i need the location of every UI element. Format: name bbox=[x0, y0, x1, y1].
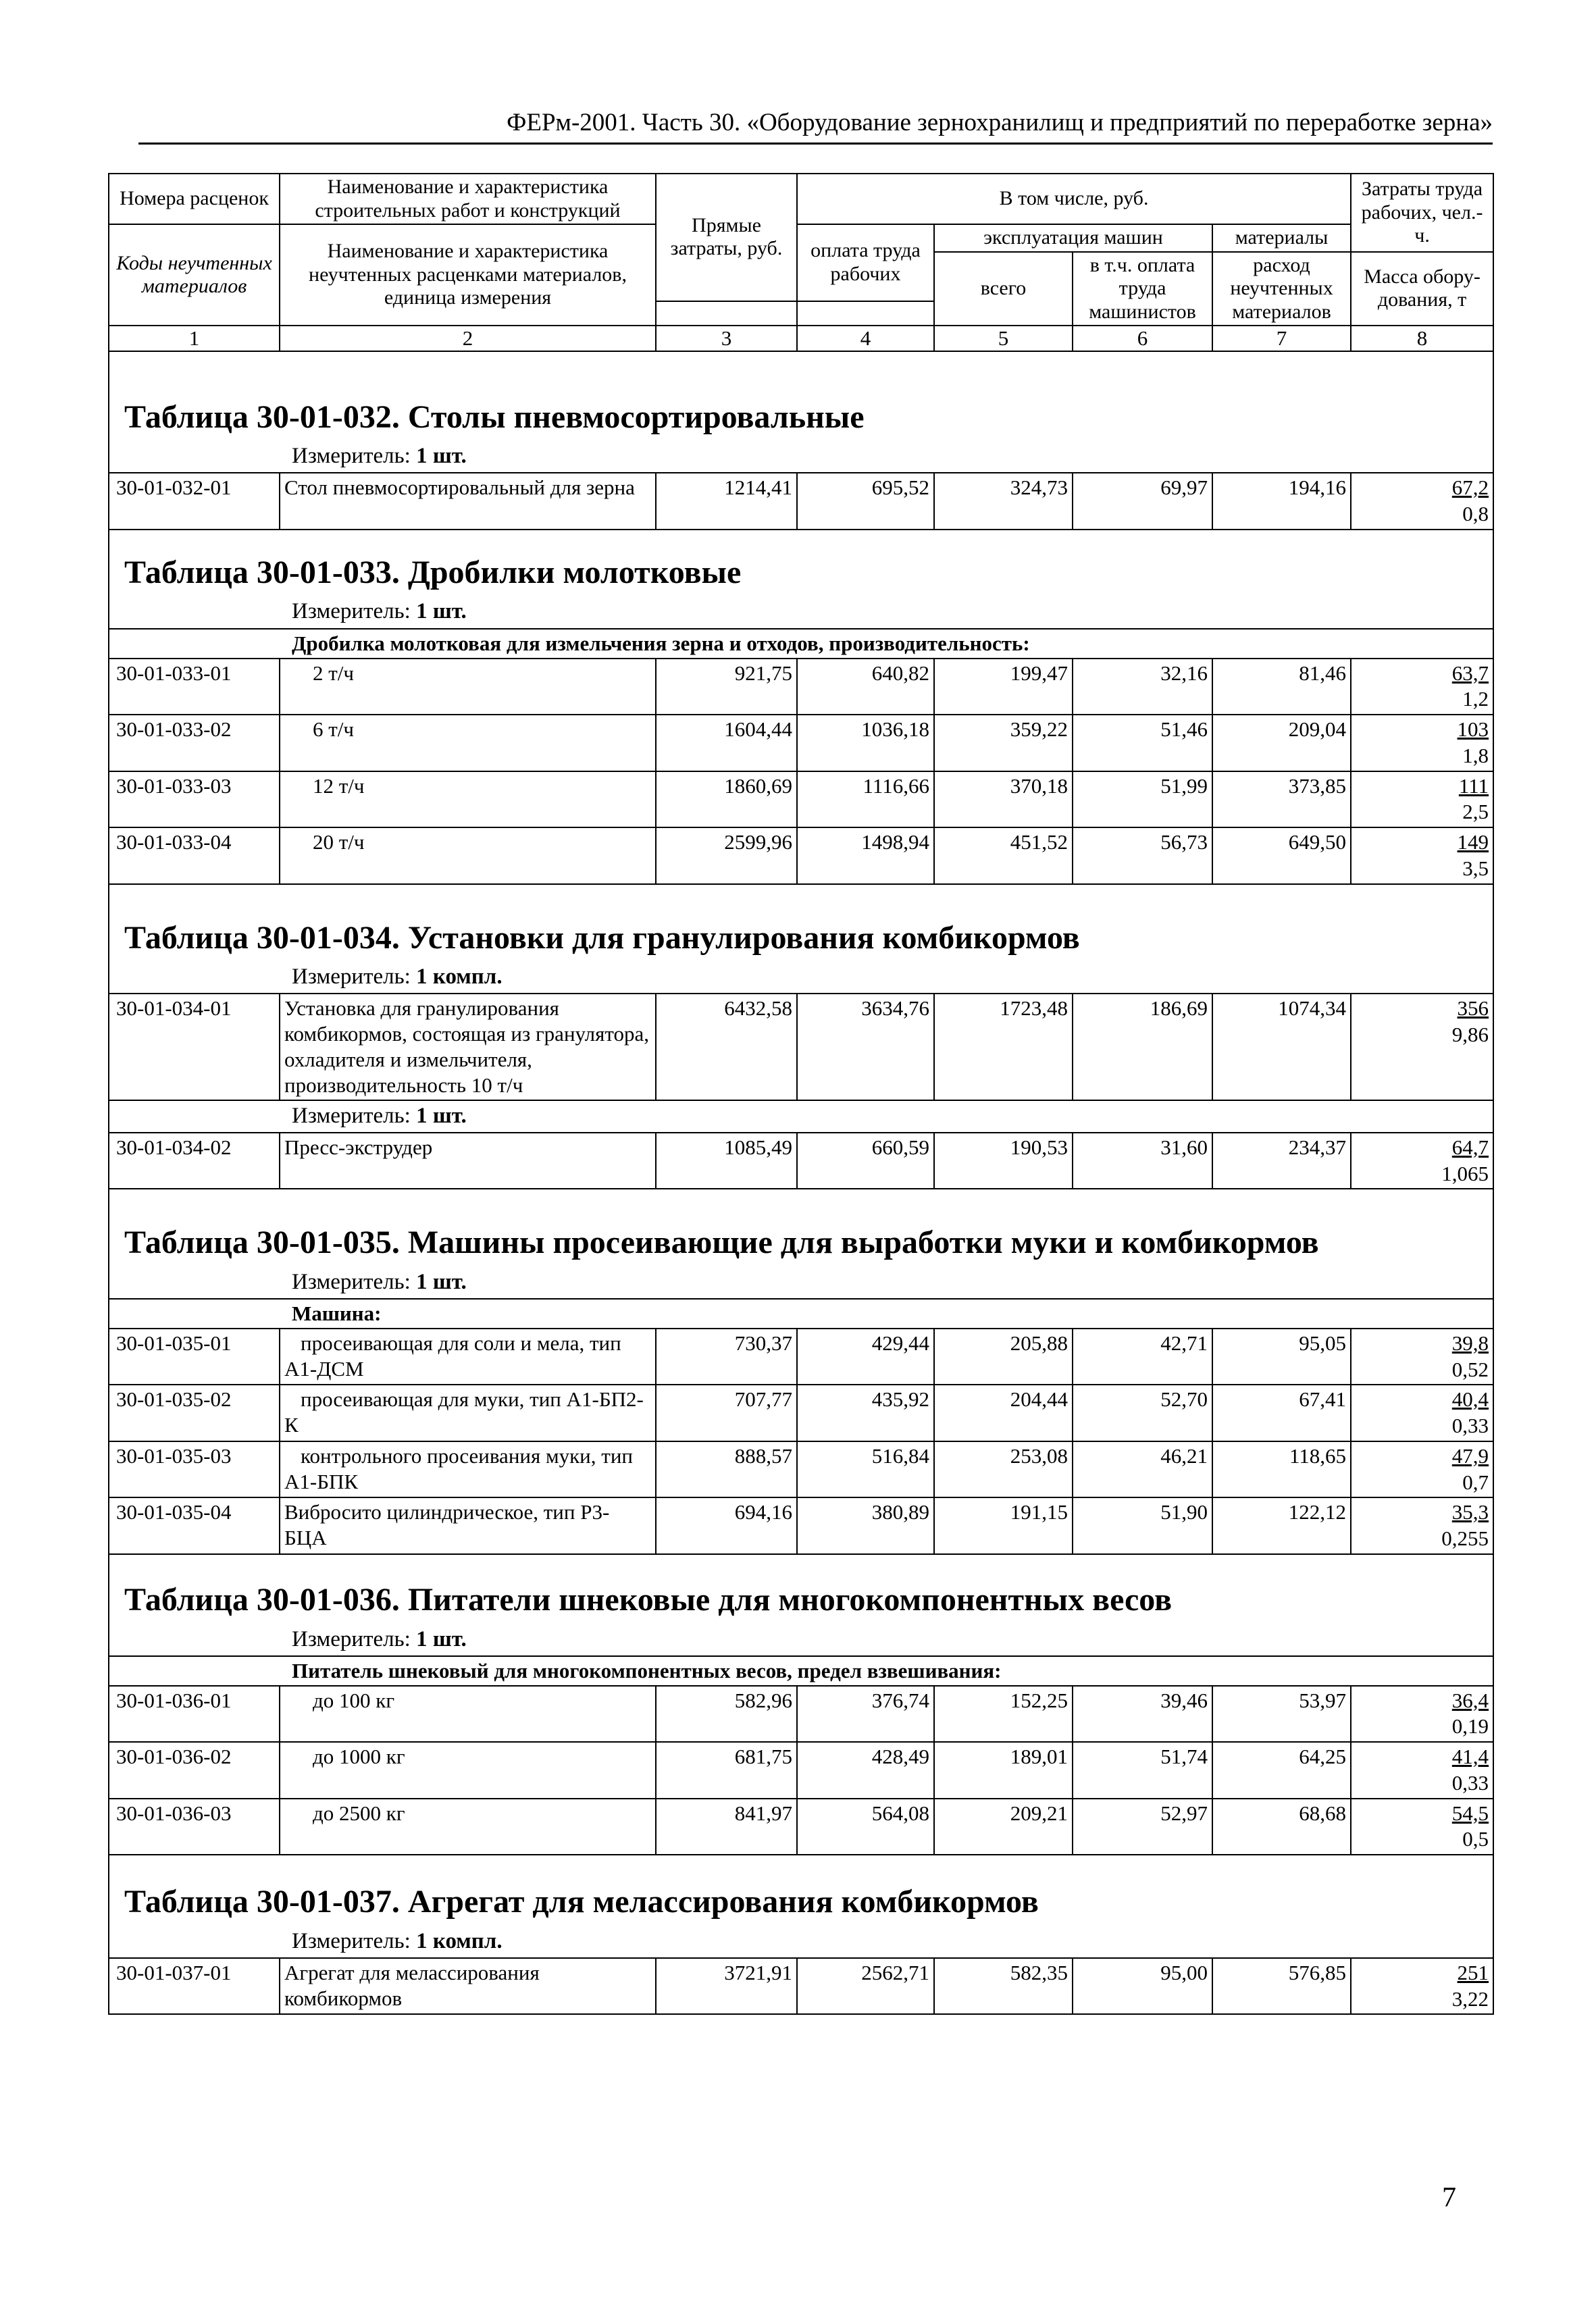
machines-total: 582,35 bbox=[934, 1958, 1073, 2015]
rate-name: Агрегат для мелассирования комбикормов bbox=[280, 1958, 656, 2015]
labor-mass: 67,2 0,8 bbox=[1351, 473, 1493, 530]
rate-code: 30-01-033-04 bbox=[109, 827, 280, 884]
operator-wages: 51,99 bbox=[1073, 771, 1212, 828]
unit-of-measure: Измеритель: 1 шт. bbox=[109, 1268, 1493, 1299]
direct-costs: 707,77 bbox=[656, 1385, 797, 1441]
rate-name: 6 т/ч bbox=[280, 715, 656, 771]
wages: 2562,71 bbox=[797, 1958, 934, 2015]
wages: 429,44 bbox=[797, 1329, 934, 1385]
section-30-01-036 bbox=[109, 1554, 1493, 1855]
unit-of-measure: Измеритель: 1 компл. bbox=[109, 963, 1493, 994]
operator-wages: 56,73 bbox=[1073, 827, 1212, 884]
labor-mass: 40,4 0,33 bbox=[1351, 1385, 1493, 1441]
materials: 209,04 bbox=[1212, 715, 1351, 771]
col-number: 3 bbox=[656, 326, 797, 351]
operator-wages: 69,97 bbox=[1073, 473, 1212, 530]
rate-code: 30-01-033-03 bbox=[109, 771, 280, 828]
direct-costs: 841,97 bbox=[656, 1799, 797, 1855]
col-head-material-names: Наименование и характеристика неучтенных расценками материалов, единица измерения bbox=[280, 224, 656, 326]
rate-name: до 1000 кг bbox=[280, 1742, 656, 1799]
col-head-wages: оплата труда рабочих bbox=[797, 224, 934, 301]
rate-code: 30-01-035-04 bbox=[109, 1497, 280, 1554]
machines-total: 190,53 bbox=[934, 1133, 1073, 1189]
col-head-materials: материалы bbox=[1212, 224, 1351, 252]
unit-of-measure: Измеритель: 1 компл. bbox=[109, 1928, 1493, 1958]
machines-total: 359,22 bbox=[934, 715, 1073, 771]
operator-wages: 51,74 bbox=[1073, 1742, 1212, 1799]
table-row bbox=[109, 994, 1493, 1100]
table-row bbox=[109, 1799, 1493, 1855]
rate-name: контрольного просеивания муки, тип А1-БПК bbox=[280, 1441, 656, 1498]
rate-name: Установка для гранулирования комбикормов, состоящая из гранулятора, охладителя и измельчителя, производительность 10 т/ч bbox=[280, 994, 656, 1100]
materials: 234,37 bbox=[1212, 1133, 1351, 1189]
section-title: Таблица 30-01-035. Машины просеивающие для выработки муки и комбикормов bbox=[109, 1189, 1493, 1268]
page-number: 7 bbox=[1442, 2182, 1456, 2213]
direct-costs: 1604,44 bbox=[656, 715, 797, 771]
section-title: Таблица 30-01-033. Дробилки молотковые bbox=[109, 530, 1493, 598]
wages: 1036,18 bbox=[797, 715, 934, 771]
wages: 1498,94 bbox=[797, 827, 934, 884]
machines-total: 189,01 bbox=[934, 1742, 1073, 1799]
materials: 67,41 bbox=[1212, 1385, 1351, 1441]
wages: 380,89 bbox=[797, 1497, 934, 1554]
materials: 373,85 bbox=[1212, 771, 1351, 828]
rate-code: 30-01-033-01 bbox=[109, 659, 280, 715]
rate-code: 30-01-033-02 bbox=[109, 715, 280, 771]
col-head-rate-numbers: Номера расценок bbox=[109, 174, 280, 224]
operator-wages: 52,70 bbox=[1073, 1385, 1212, 1441]
machines-total: 191,15 bbox=[934, 1497, 1073, 1554]
table-header bbox=[109, 174, 1493, 351]
machines-total: 1723,48 bbox=[934, 994, 1073, 1100]
labor-mass: 36,4 0,19 bbox=[1351, 1686, 1493, 1743]
col-number: 4 bbox=[797, 326, 934, 351]
col-number: 2 bbox=[280, 326, 656, 351]
operator-wages: 51,90 bbox=[1073, 1497, 1212, 1554]
rate-code: 30-01-032-01 bbox=[109, 473, 280, 530]
wages: 695,52 bbox=[797, 473, 934, 530]
rates-document bbox=[108, 173, 1493, 2015]
labor-mass: 356 9,86 bbox=[1351, 994, 1493, 1100]
labor-mass: 149 3,5 bbox=[1351, 827, 1493, 884]
machines-total: 152,25 bbox=[934, 1686, 1073, 1743]
wages: 660,59 bbox=[797, 1133, 934, 1189]
operator-wages: 46,21 bbox=[1073, 1441, 1212, 1498]
machines-total: 205,88 bbox=[934, 1329, 1073, 1385]
materials: 1074,34 bbox=[1212, 994, 1351, 1100]
operator-wages: 186,69 bbox=[1073, 994, 1212, 1100]
operator-wages: 52,97 bbox=[1073, 1799, 1212, 1855]
rate-name: просеивающая для муки, тип А1-БП2-К bbox=[280, 1385, 656, 1441]
col-head-spacer bbox=[797, 301, 934, 326]
col-head-material-usage: расход неучтенных материалов bbox=[1212, 252, 1351, 326]
table-row bbox=[109, 1133, 1493, 1189]
section-30-01-032 bbox=[109, 351, 1493, 530]
section-title: Таблица 30-01-034. Установки для гранулирования комбикормов bbox=[109, 884, 1493, 964]
wages: 376,74 bbox=[797, 1686, 934, 1743]
table-row bbox=[109, 1958, 1493, 2015]
direct-costs: 3721,91 bbox=[656, 1958, 797, 2015]
subheader: Дробилка молотковая для измельчения зерна и отходов, производительность: bbox=[109, 629, 1493, 659]
col-head-direct-costs: Прямые затраты, руб. bbox=[656, 174, 797, 301]
materials: 649,50 bbox=[1212, 827, 1351, 884]
machines-total: 204,44 bbox=[934, 1385, 1073, 1441]
col-number: 1 bbox=[109, 326, 280, 351]
operator-wages: 51,46 bbox=[1073, 715, 1212, 771]
labor-mass: 54,5 0,5 bbox=[1351, 1799, 1493, 1855]
wages: 1116,66 bbox=[797, 771, 934, 828]
col-head-including: В том числе, руб. bbox=[797, 174, 1351, 224]
labor-mass: 103 1,8 bbox=[1351, 715, 1493, 771]
direct-costs: 1085,49 bbox=[656, 1133, 797, 1189]
wages: 564,08 bbox=[797, 1799, 934, 1855]
rate-code: 30-01-034-02 bbox=[109, 1133, 280, 1189]
col-head-material-codes: Коды неучтенных материалов bbox=[109, 224, 280, 326]
unit-of-measure: Измеритель: 1 шт. bbox=[109, 1100, 1493, 1133]
rate-code: 30-01-035-01 bbox=[109, 1329, 280, 1385]
table-row bbox=[109, 1686, 1493, 1743]
materials: 64,25 bbox=[1212, 1742, 1351, 1799]
rate-code: 30-01-035-02 bbox=[109, 1385, 280, 1441]
col-number: 7 bbox=[1212, 326, 1351, 351]
direct-costs: 921,75 bbox=[656, 659, 797, 715]
rate-name: до 100 кг bbox=[280, 1686, 656, 1743]
table-row bbox=[109, 1441, 1493, 1498]
col-head-machines-total: всего bbox=[934, 252, 1073, 326]
direct-costs: 681,75 bbox=[656, 1742, 797, 1799]
col-head-spacer bbox=[656, 301, 797, 326]
wages: 516,84 bbox=[797, 1441, 934, 1498]
table-row bbox=[109, 1742, 1493, 1799]
rate-name: просеивающая для соли и мела, тип А1-ДСМ bbox=[280, 1329, 656, 1385]
labor-mass: 251 3,22 bbox=[1351, 1958, 1493, 2015]
direct-costs: 730,37 bbox=[656, 1329, 797, 1385]
labor-mass: 39,8 0,52 bbox=[1351, 1329, 1493, 1385]
subheader: Питатель шнековый для многокомпонентных весов, предел взвешивания: bbox=[109, 1656, 1493, 1686]
labor-mass: 35,3 0,255 bbox=[1351, 1497, 1493, 1554]
rate-code: 30-01-037-01 bbox=[109, 1958, 280, 2015]
section-title: Таблица 30-01-032. Столы пневмосортировальные bbox=[109, 351, 1493, 443]
rate-code: 30-01-035-03 bbox=[109, 1441, 280, 1498]
direct-costs: 888,57 bbox=[656, 1441, 797, 1498]
materials: 576,85 bbox=[1212, 1958, 1351, 2015]
machines-total: 370,18 bbox=[934, 771, 1073, 828]
table-row bbox=[109, 1497, 1493, 1554]
section-30-01-037 bbox=[109, 1855, 1493, 2014]
table-row bbox=[109, 659, 1493, 715]
rate-code: 30-01-036-03 bbox=[109, 1799, 280, 1855]
unit-of-measure: Измеритель: 1 шт. bbox=[109, 442, 1493, 473]
materials: 122,12 bbox=[1212, 1497, 1351, 1554]
operator-wages: 31,60 bbox=[1073, 1133, 1212, 1189]
rate-code: 30-01-036-02 bbox=[109, 1742, 280, 1799]
direct-costs: 582,96 bbox=[656, 1686, 797, 1743]
materials: 81,46 bbox=[1212, 659, 1351, 715]
rate-name: 12 т/ч bbox=[280, 771, 656, 828]
operator-wages: 42,71 bbox=[1073, 1329, 1212, 1385]
materials: 118,65 bbox=[1212, 1441, 1351, 1498]
col-head-mass: Масса обору-дования, т bbox=[1351, 252, 1493, 326]
labor-mass: 63,7 1,2 bbox=[1351, 659, 1493, 715]
machines-total: 324,73 bbox=[934, 473, 1073, 530]
col-number: 5 bbox=[934, 326, 1073, 351]
machines-total: 451,52 bbox=[934, 827, 1073, 884]
direct-costs: 2599,96 bbox=[656, 827, 797, 884]
wages: 435,92 bbox=[797, 1385, 934, 1441]
table-row bbox=[109, 771, 1493, 828]
section-title: Таблица 30-01-037. Агрегат для мелассирования комбикормов bbox=[109, 1855, 1493, 1928]
materials: 53,97 bbox=[1212, 1686, 1351, 1743]
rate-code: 30-01-034-01 bbox=[109, 994, 280, 1100]
wages: 640,82 bbox=[797, 659, 934, 715]
direct-costs: 694,16 bbox=[656, 1497, 797, 1554]
section-30-01-034 bbox=[109, 884, 1493, 1189]
direct-costs: 1860,69 bbox=[656, 771, 797, 828]
machines-total: 199,47 bbox=[934, 659, 1073, 715]
rate-name: Пресс-экструдер bbox=[280, 1133, 656, 1189]
subheader: Машина: bbox=[109, 1299, 1493, 1329]
table-row bbox=[109, 473, 1493, 530]
col-head-work-name: Наименование и характеристика строительных работ и конструкций bbox=[280, 174, 656, 224]
labor-mass: 64,7 1,065 bbox=[1351, 1133, 1493, 1189]
rate-name: 2 т/ч bbox=[280, 659, 656, 715]
rate-name: до 2500 кг bbox=[280, 1799, 656, 1855]
labor-mass: 111 2,5 bbox=[1351, 771, 1493, 828]
operator-wages: 95,00 bbox=[1073, 1958, 1212, 2015]
rates-table bbox=[108, 173, 1494, 2015]
col-number: 6 bbox=[1073, 326, 1212, 351]
machines-total: 253,08 bbox=[934, 1441, 1073, 1498]
table-row bbox=[109, 827, 1493, 884]
unit-of-measure: Измеритель: 1 шт. bbox=[109, 1626, 1493, 1656]
section-30-01-035 bbox=[109, 1189, 1493, 1554]
machines-total: 209,21 bbox=[934, 1799, 1073, 1855]
operator-wages: 39,46 bbox=[1073, 1686, 1212, 1743]
rate-name: Стол пневмосортировальный для зерна bbox=[280, 473, 656, 530]
wages: 3634,76 bbox=[797, 994, 934, 1100]
labor-mass: 41,4 0,33 bbox=[1351, 1742, 1493, 1799]
materials: 194,16 bbox=[1212, 473, 1351, 530]
col-head-operator-wages: в т.ч. оплата труда машинистов bbox=[1073, 252, 1212, 326]
direct-costs: 6432,58 bbox=[656, 994, 797, 1100]
section-30-01-033 bbox=[109, 530, 1493, 884]
rate-name: Вибросито цилиндрическое, тип Р3-БЦА bbox=[280, 1497, 656, 1554]
labor-mass: 47,9 0,7 bbox=[1351, 1441, 1493, 1498]
table-row bbox=[109, 1385, 1493, 1441]
operator-wages: 32,16 bbox=[1073, 659, 1212, 715]
materials: 95,05 bbox=[1212, 1329, 1351, 1385]
col-head-machines: эксплуатация машин bbox=[934, 224, 1212, 252]
col-head-labor: Затраты труда рабочих, чел.-ч. bbox=[1351, 174, 1493, 252]
col-number: 8 bbox=[1351, 326, 1493, 351]
table-row bbox=[109, 715, 1493, 771]
materials: 68,68 bbox=[1212, 1799, 1351, 1855]
rate-name: 20 т/ч bbox=[280, 827, 656, 884]
wages: 428,49 bbox=[797, 1742, 934, 1799]
rate-code: 30-01-036-01 bbox=[109, 1686, 280, 1743]
direct-costs: 1214,41 bbox=[656, 473, 797, 530]
section-title: Таблица 30-01-036. Питатели шнековые для многокомпонентных весов bbox=[109, 1554, 1493, 1626]
unit-of-measure: Измеритель: 1 шт. bbox=[109, 598, 1493, 628]
table-row bbox=[109, 1329, 1493, 1385]
page-header: ФЕРм-2001. Часть 30. «Оборудование зернохранилищ и предприятий по переработке зерна» bbox=[138, 108, 1493, 145]
